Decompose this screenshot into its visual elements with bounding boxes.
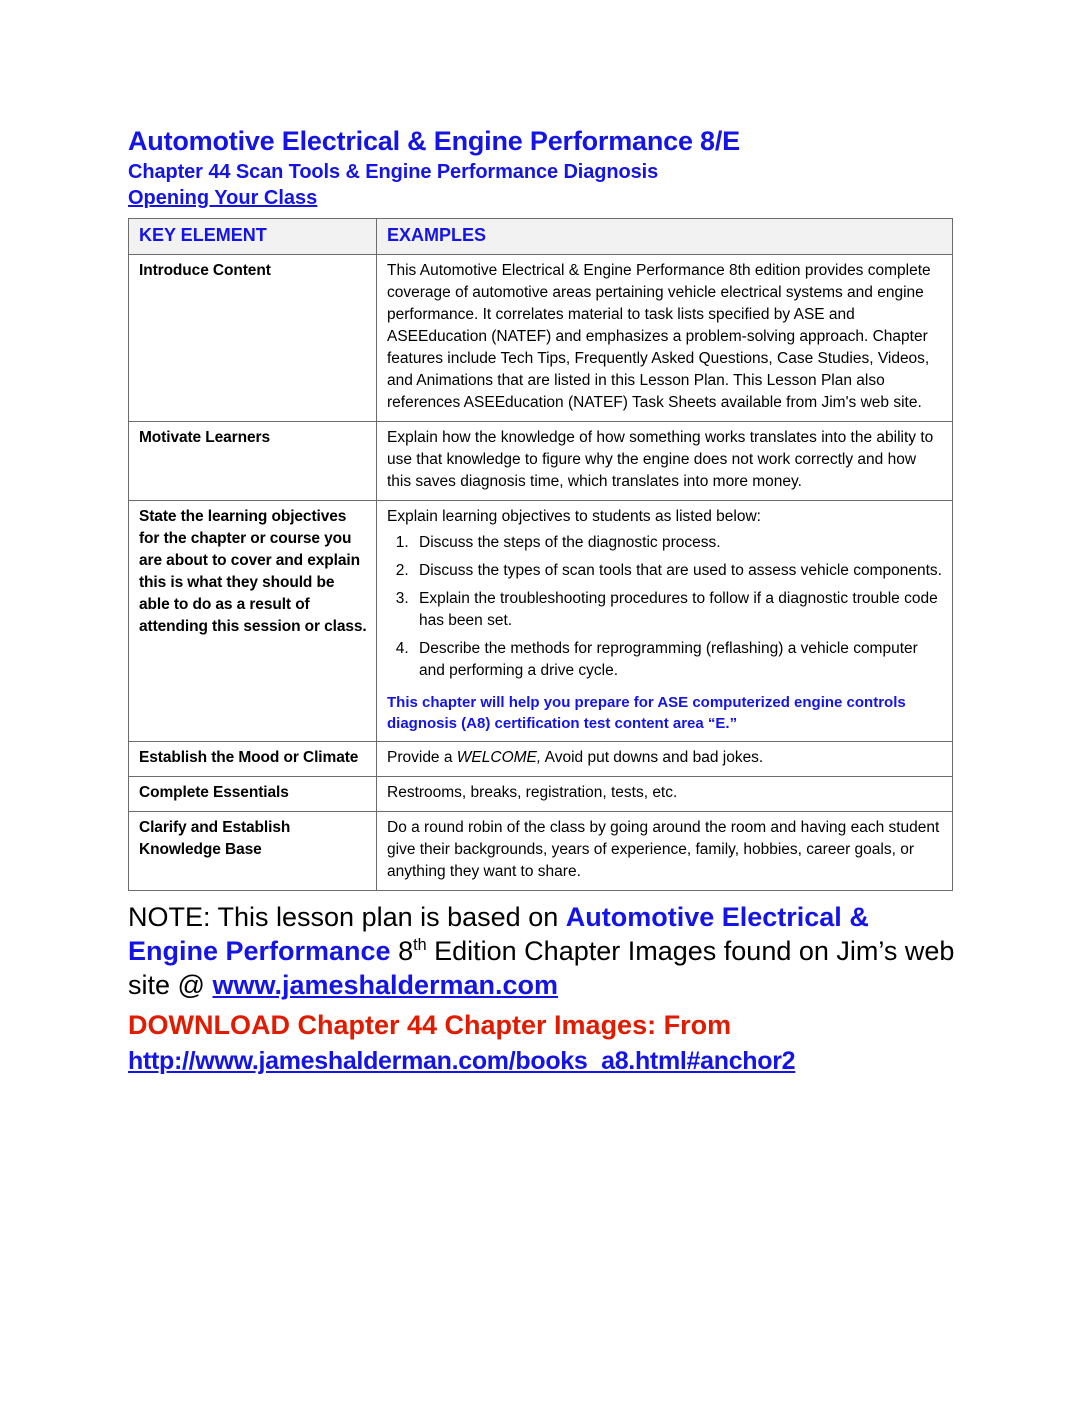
download-url-link[interactable]: http://www.jameshalderman.com/books_a8.html#anchor2 <box>128 1047 796 1076</box>
footer-note-edition-sup: th <box>413 936 427 955</box>
key-element-clarify-knowledge-base: Clarify and Establish Knowledge Base <box>129 812 377 891</box>
table-row <box>129 812 953 891</box>
list-item: 2. Discuss the types of scan tools that are used to assess vehicle components. <box>413 560 944 582</box>
key-element-establish-mood: Establish the Mood or Climate <box>129 742 377 777</box>
key-element-motivate-learners: Motivate Learners <box>129 421 377 500</box>
list-item: 4. Describe the methods for reprogramming (reflashing) a vehicle computer and performing a drive cycle. <box>413 638 944 682</box>
example-text-post: Avoid put downs and bad jokes. <box>541 749 764 767</box>
key-element-introduce-content: Introduce Content <box>129 254 377 421</box>
document-title: Automotive Electrical & Engine Performance 8/E <box>128 126 740 156</box>
download-heading: DOWNLOAD Chapter 44 Chapter Images: From <box>128 1009 732 1040</box>
footer-note-after: Edition Chapter Images found on Jim’s web site @ <box>128 936 955 1000</box>
table-row <box>129 421 953 500</box>
example-complete-essentials: Restrooms, breaks, registration, tests, etc. <box>377 777 953 812</box>
column-header-key-element: KEY ELEMENT <box>129 219 377 255</box>
table-row <box>129 254 953 421</box>
list-item: 3. Explain the troubleshooting procedures to follow if a diagnostic trouble code has been set. <box>413 588 944 632</box>
list-item: 1. Discuss the steps of the diagnostic process. <box>413 532 944 554</box>
example-learning-objectives <box>377 500 953 742</box>
footer-note-edition: 8 <box>390 936 414 967</box>
example-motivate-learners: Explain how the knowledge of how something works translates into the ability to use that knowledge to figure why the engine does not work correctly and how this saves diagnosis time, which translates into more money. <box>377 421 953 500</box>
table-row <box>129 500 953 742</box>
section-heading: Opening Your Class <box>128 187 318 210</box>
column-header-examples: EXAMPLES <box>377 219 953 255</box>
lesson-plan-table <box>128 218 953 891</box>
key-element-complete-essentials: Complete Essentials <box>129 777 377 812</box>
example-clarify-knowledge-base: Do a round robin of the class by going around the room and having each student give their backgrounds, years of experience, family, hobbies, career goals, or anything they want to share. <box>377 812 953 891</box>
objectives-list <box>387 532 944 682</box>
objectives-intro: Explain learning objectives to students as listed below: <box>387 507 761 525</box>
website-link[interactable]: www.jameshalderman.com <box>212 969 559 1000</box>
document-content <box>128 126 956 1078</box>
document-subtitle: Chapter 44 Scan Tools & Engine Performance Diagnosis <box>128 161 659 184</box>
table-row <box>129 777 953 812</box>
table-header-row <box>129 219 953 255</box>
footer-note-prefix: NOTE: This lesson plan is based on <box>128 902 566 933</box>
example-text-pre: Provide a <box>387 749 457 767</box>
example-establish-mood <box>377 742 953 777</box>
example-introduce-content: This Automotive Electrical & Engine Performance 8th edition provides complete coverage of automotive areas pertaining vehicle electrical systems and engine performance. It correlates material to task lists specified by ASE and ASEEducation (NATEF) and emphasizes a problem-solving approach. Chapter features include Tech Tips, Frequently Asked Questions, Case Studies, Videos, and Animations that are listed in this Lesson Plan. This Lesson Plan also references ASEEducation (NATEF) Task Sheets available from Jim's web site. <box>377 254 953 421</box>
example-text-welcome: WELCOME, <box>456 749 542 767</box>
ase-certification-note: This chapter will help you prepare for ASE computerized engine controls diagnosis (A8) certification test content area “E.” <box>387 693 906 733</box>
footer-note <box>128 901 956 1002</box>
table-row <box>129 742 953 777</box>
key-element-learning-objectives: State the learning objectives for the chapter or course you are about to cover and explain this is what they should be able to do as a result of attending this session or class. <box>129 500 377 742</box>
footer-note-book-title: Automotive Electrical & Engine Performance <box>128 902 869 967</box>
